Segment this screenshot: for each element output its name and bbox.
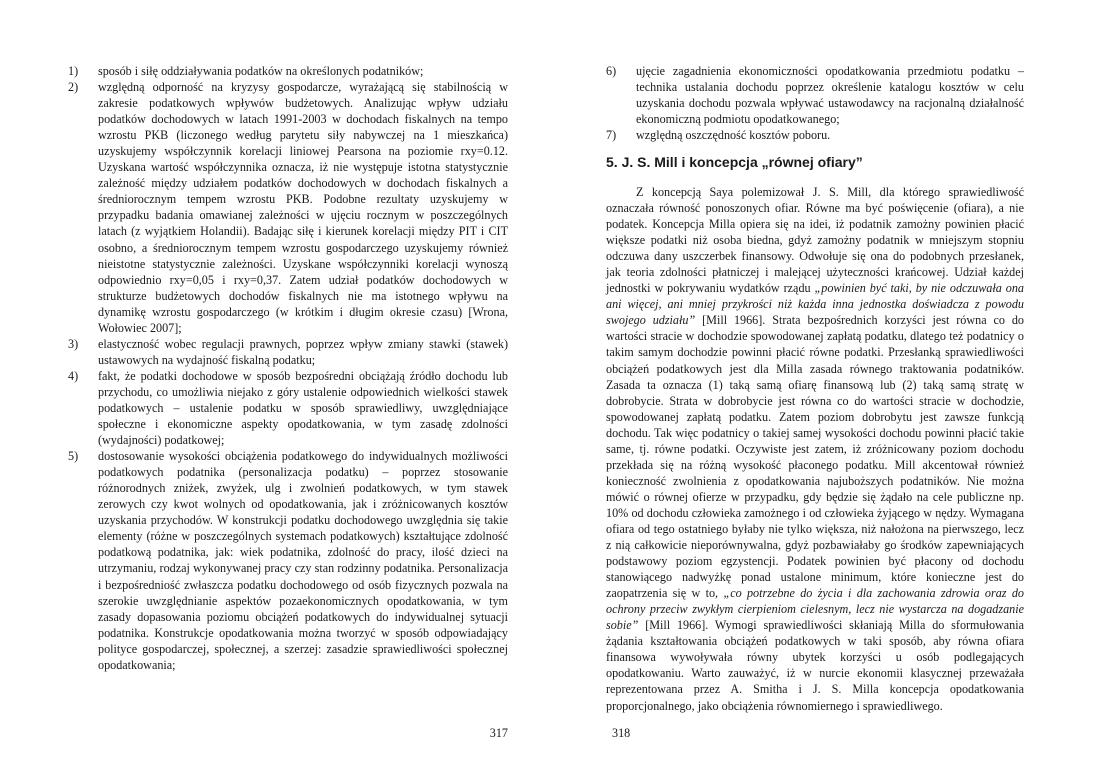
list-item-text: względną odporność na kryzysy gospodarcze, wyrażającą się stabilnością w zakresie podatkowych wpływów budżetowych. Analizując wpływ udziału podatków dochodowych w latach 1991-2003 w dochodach fiskalnych na tempo wzrostu PKB (liczonego według parytetu siły nabywczej na 1 mieszkańca) uzyskujemy współczynnik korelacji liniowej Pearsona na poziomie rxy=0.12. Uzyskana wartość współczynnika oznacza, iż nie występuje istotna statystycznie zależność między udziałem podatków dochodowych w dochodach fiskalnych a średniorocznym tempem wzrostu PKB. Podobne rezultaty uzyskujemy w przypadku badania omawianej zależności w ujęciu rocznym w poszczególnych latach (z wyjątkiem Holandii). Badając siłę i kierunek korelacji między PIT i CIT osobno, a średniorocznym tempem wzrostu gospodarczego uzyskujemy również nieistotne statystycznie zależności. Uzyskane współczynniki korelacji wynoszą odpowiednio rxy=0,05 i rxy=0,37. Zatem udział podatków dochodowych w strukturze budżetowych dochodów fiskalnych nie ma istotnego wpływu na dynamikę wzrostu gospodarczego (w krótkim i długim okresie czasu) [Wrona, Wołowiec 2007]; bbox=[98, 80, 508, 335]
right-page bbox=[606, 0, 1024, 783]
list-item-text: fakt, że podatki dochodowe w sposób bezpośredni obciążają źródło dochodu lub przychodu, co umożliwia niejako z góry ustalenie odpowiednich wielkości stawek podatkowych – ustalenie podatku w sposób sprawiedliwy, uwzględniające społeczne i ekonomiczne aspekty opodatkowania, w tym zasadę zdolności (wydajności) podatkowej; bbox=[98, 368, 508, 448]
list-item bbox=[68, 448, 508, 673]
list-item-number: 6) bbox=[606, 64, 617, 78]
body-paragraph bbox=[606, 184, 1024, 714]
quotation: „co potrzebne do życia i dla zachowania zdrowia oraz do ochrony przeciw zwykłym cierpieniom cielesnym, lecz nie wystarcza na dogadzanie sobie” bbox=[606, 586, 1024, 633]
list-item-text: względną oszczędność kosztów poboru. bbox=[636, 128, 831, 143]
section-heading: 5. J. S. Mill i koncepcja „równej ofiary” bbox=[606, 154, 863, 170]
list-item-text: sposób i siłę oddziaływania podatków na określonych podatników; bbox=[98, 64, 424, 78]
list-item bbox=[606, 127, 1024, 143]
list-item-number: 7) bbox=[606, 128, 617, 143]
list-item-number: 2) bbox=[68, 80, 79, 95]
paragraph-text: [Mill 1966]. Strata bezpośrednich korzyści jest równa co do wartości stracie w dochodzie spowodowanej zapłatą podatku, dlatego też podatnicy o takim samym dochodzie powinni płacić równe podatki. Przesłanką sprawiedliwości obciążeń podatkowych jest dla Milla zasada równego traktowania podatników. Zasada ta oznacza (1) taką samą ofiarę finansową lub (2) taką samą stratę w dobrobycie. Strata w dobrobycie jest równa co do wartości stracie w dochodzie, spowodowanej zapłatą podatku. Zatem poziom dobrobytu jest zawsze funkcją dochodu. Tak więc podatnicy o takiej samej wysokości dochodu powinni płacić takie same, tj. równe podatki. Oczywiste jest zatem, iż zróżnicowany poziom dochodu przekłada się na różną wysokość płaconego podatku. Mill akcentował również konieczność zwolnienia z opodatkowania najuboższych podatników. Nie można mówić o równej ofierze w przypadku, gdy będzie się żądało na cele publiczne np. 10% od dochodu człowieka zamożnego i od człowieka żyjącego w nędzy. Wymagana ofiara od tego ostatniego byłaby nie tylko większa, niż nałożona na pierwszego, lecz z nią całkowicie nieporównywalna, gdyż pozbawiałaby go środków zapewniających podstawowy poziom egzystencji. Podatek powinien być płacony od dochodu stanowiącego nadwyżkę ponad ustalone minimum, które konieczne jest do zaopatrzenia się w to, bbox=[606, 313, 1024, 601]
page-number-left: 317 bbox=[489, 726, 508, 740]
list-item-number: 1) bbox=[68, 64, 79, 78]
list-item-text: ujęcie zagadnienia ekonomiczności opodatkowania przedmiotu podatku – technika ustalania dochodu poprzez określenie katalogu kosztów w celu uzyskania dochodu pozwala wpływać ustawodawcy na racjonalną działalność ekonomiczną podmiotu opodatkowanego; bbox=[636, 64, 1024, 127]
list-item-number: 4) bbox=[68, 368, 79, 383]
paragraph-text: Z koncepcją Saya polemizował J. S. Mill, dla którego sprawiedliwość oznaczała równość ponoszonych ofiar. Równe ma być poświęcenie (ofiara), a nie podatek. Koncepcja Milla opiera się na idei, iż podatnik zamożny powinien płacić większe podatki niż osoba biedna, gdyż zamożny podatnik w mniejszym stopniu odczuwa dany uszczerbek finansowy. Odwołuje się ona do podobnych przesłanek, jak teoria zdolności płatniczej i malejącej użyteczności krańcowej. Udział każdej jednostki w pokrywaniu wydatków rządu bbox=[606, 185, 1024, 296]
list-item bbox=[68, 368, 508, 448]
page-number-right: 318 bbox=[612, 726, 631, 740]
left-page-list bbox=[68, 63, 508, 673]
paragraph-text: [Mill 1966]. Wymogi sprawiedliwości skłaniają Milla do sformułowania żądania kształtowania obciążeń podatkowych w taki sposób, aby równa ofiara finansowa wywoływała równy ubytek korzyści u osób podlegających opodatkowaniu. Warto zauważyć, iż w nurcie ekonomii klasycznej przeważała reprezentowana przez A. Smitha i J. S. Milla koncepcja opodatkowania proporcjonalnego, jako obciążenia równomiernego i sprawiedliwego. bbox=[606, 618, 1024, 713]
list-item-number: 5) bbox=[68, 449, 79, 464]
list-item-number: 3) bbox=[68, 336, 79, 351]
left-page bbox=[68, 0, 508, 783]
list-item bbox=[68, 336, 508, 368]
list-item-text: dostosowanie wysokości obciążenia podatkowego do indywidualnych możliwości podatkowych podatnika (personalizacja podatku) – poprzez stosowanie różnorodnych zniżek, zwyżek, ulg i zwolnień podatkowych, w tym stawek zerowych czy kwot wolnych od opodatkowania, jak i zróżnicowanych kosztów uzyskania przychodów. W konstrukcji podatku dochodowego uwzględnia się takie elementy (różne w poszczególnych systemach podatkowych) kształtujące zdolność podatkową podatnika, jak: wiek podatnika, zdolność do pracy, ilość dzieci na utrzymaniu, rodzaj wykonywanej pracy czy stan rodzinny podatnika. Personalizacja i bezpośredniość zwłaszcza podatku dochodowego od osób fizycznych pozwala na szerokie uwzględnianie aspektów pozaekonomicznych opodatkowania, w tym zasady dopasowania poziomu obciążeń podatkowych do indywidualnej sytuacji podatnika. Konstrukcje opodatkowania można tworzyć w sposób odpowiadający polityce gospodarczej, społecznej, a szerzej: zasadzie sprawiedliwości społecznej opodatkowania; bbox=[98, 449, 508, 672]
list-item bbox=[68, 79, 508, 336]
list-item-text: elastyczność wobec regulacji prawnych, poprzez wpływ zmiany stawki (stawek) ustawowych na wydajność fiskalną podatku; bbox=[98, 336, 508, 367]
quotation: „powinien być taki, by nie odczuwała ona ani więcej, ani mniej przykrości niż każda inna jednostka doświadcza z powodu swojego udziału” bbox=[606, 281, 1024, 328]
right-page-list bbox=[606, 63, 1024, 143]
list-item bbox=[606, 63, 1024, 127]
list-item bbox=[68, 63, 508, 79]
